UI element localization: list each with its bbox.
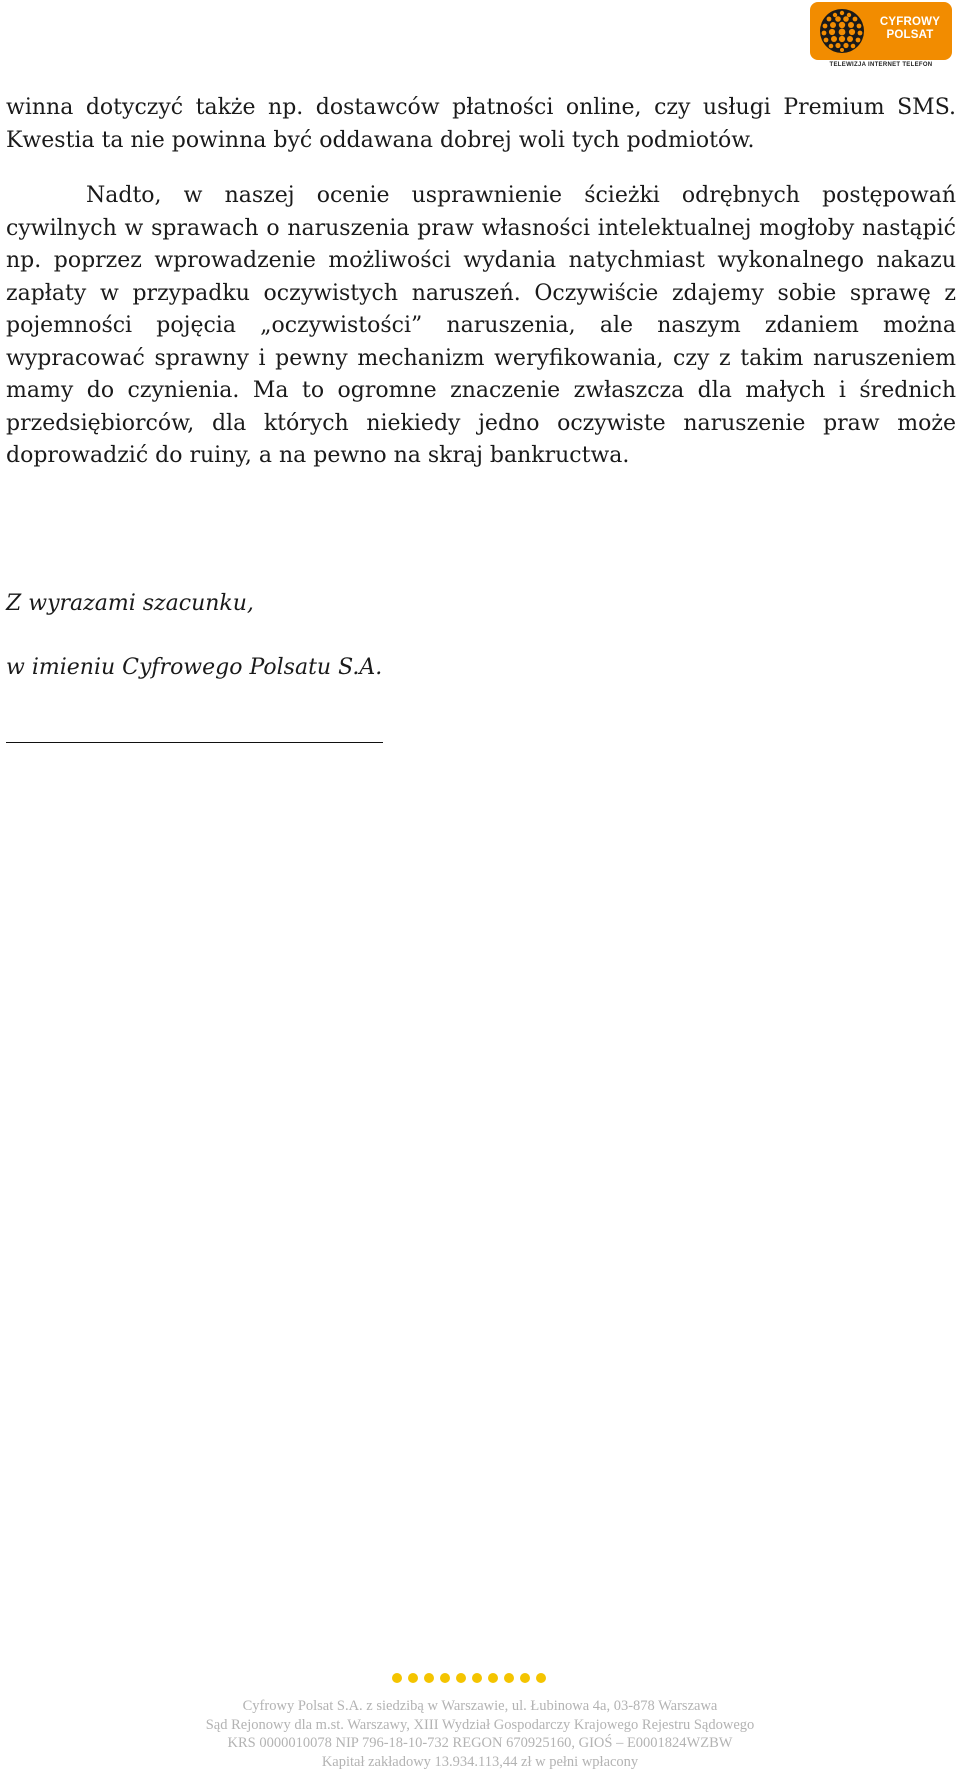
footer-line-court: Sąd Rejonowy dla m.st. Warszawy, XIII Wydział Gospodarczy Krajowego Rejestru Sądowego	[205, 1716, 755, 1733]
footer-dot	[440, 1673, 450, 1683]
company-footer	[0, 1697, 960, 1771]
logo-name	[868, 16, 952, 42]
closing-greeting: Z wyrazami szacunku,	[6, 591, 254, 616]
footer-dot	[424, 1673, 434, 1683]
logo-badge	[810, 2, 952, 60]
signature-line	[6, 742, 383, 743]
letter-body	[6, 92, 956, 473]
globe-icon	[818, 7, 866, 55]
footer-line-registry: KRS 0000010078 NIP 796-18-10-732 REGON 670925160, GIOŚ – E0001824WZBW	[227, 1735, 733, 1751]
footer-dot	[392, 1673, 402, 1683]
company-logo	[808, 2, 954, 72]
footer-dots-divider	[392, 1673, 546, 1685]
footer-dot	[472, 1673, 482, 1683]
footer-dot	[536, 1673, 546, 1683]
paragraph-1: winna dotyczyć także np. dostawców płatności online, czy usługi Premium SMS. Kwestia ta nie powinna być oddawana dobrej woli tych podmiotów.	[6, 95, 956, 153]
logo-name-line1: CYFROWY	[879, 16, 941, 28]
footer-dot	[504, 1673, 514, 1683]
logo-name-line2: POLSAT	[886, 29, 934, 41]
footer-dot	[488, 1673, 498, 1683]
footer-dot	[520, 1673, 530, 1683]
footer-line-capital: Kapitał zakładowy 13.934.113,44 zł w pełni wpłacony	[321, 1753, 639, 1770]
footer-dot	[408, 1673, 418, 1683]
footer-line-address: Cyfrowy Polsat S.A. z siedzibą w Warszawie, ul. Łubinowa 4a, 03-878 Warszawa	[242, 1698, 718, 1714]
logo-tagline: TELEWIZJA INTERNET TELEFON	[829, 62, 933, 68]
paragraph-2: Nadto, w naszej ocenie usprawnienie ścieżki odrębnych postępowań cywilnych w sprawach o naruszenia praw własności intelektualnej mogłoby nastąpić np. poprzez wprowadzenie możliwości wydania natychmiast wykonalnego nakazu zapłaty w przypadku oczywistych naruszeń. Oczywiście zdajemy sobie sprawę z pojemności pojęcia „oczywistości” naruszenia, ale naszym zdaniem można wypracować sprawny i pewny mechanizm weryfikowania, czy z takim naruszeniem mamy do czynienia. Ma to ogromne znaczenie zwłaszcza dla małych i średnich przedsiębiorców, dla których niekiedy jedno oczywiste naruszenie praw może doprowadzić do ruiny, a na pewno na skraj bankructwa.	[6, 183, 956, 468]
footer-dot	[456, 1673, 466, 1683]
closing-on-behalf: w imieniu Cyfrowego Polsatu S.A.	[6, 655, 383, 680]
